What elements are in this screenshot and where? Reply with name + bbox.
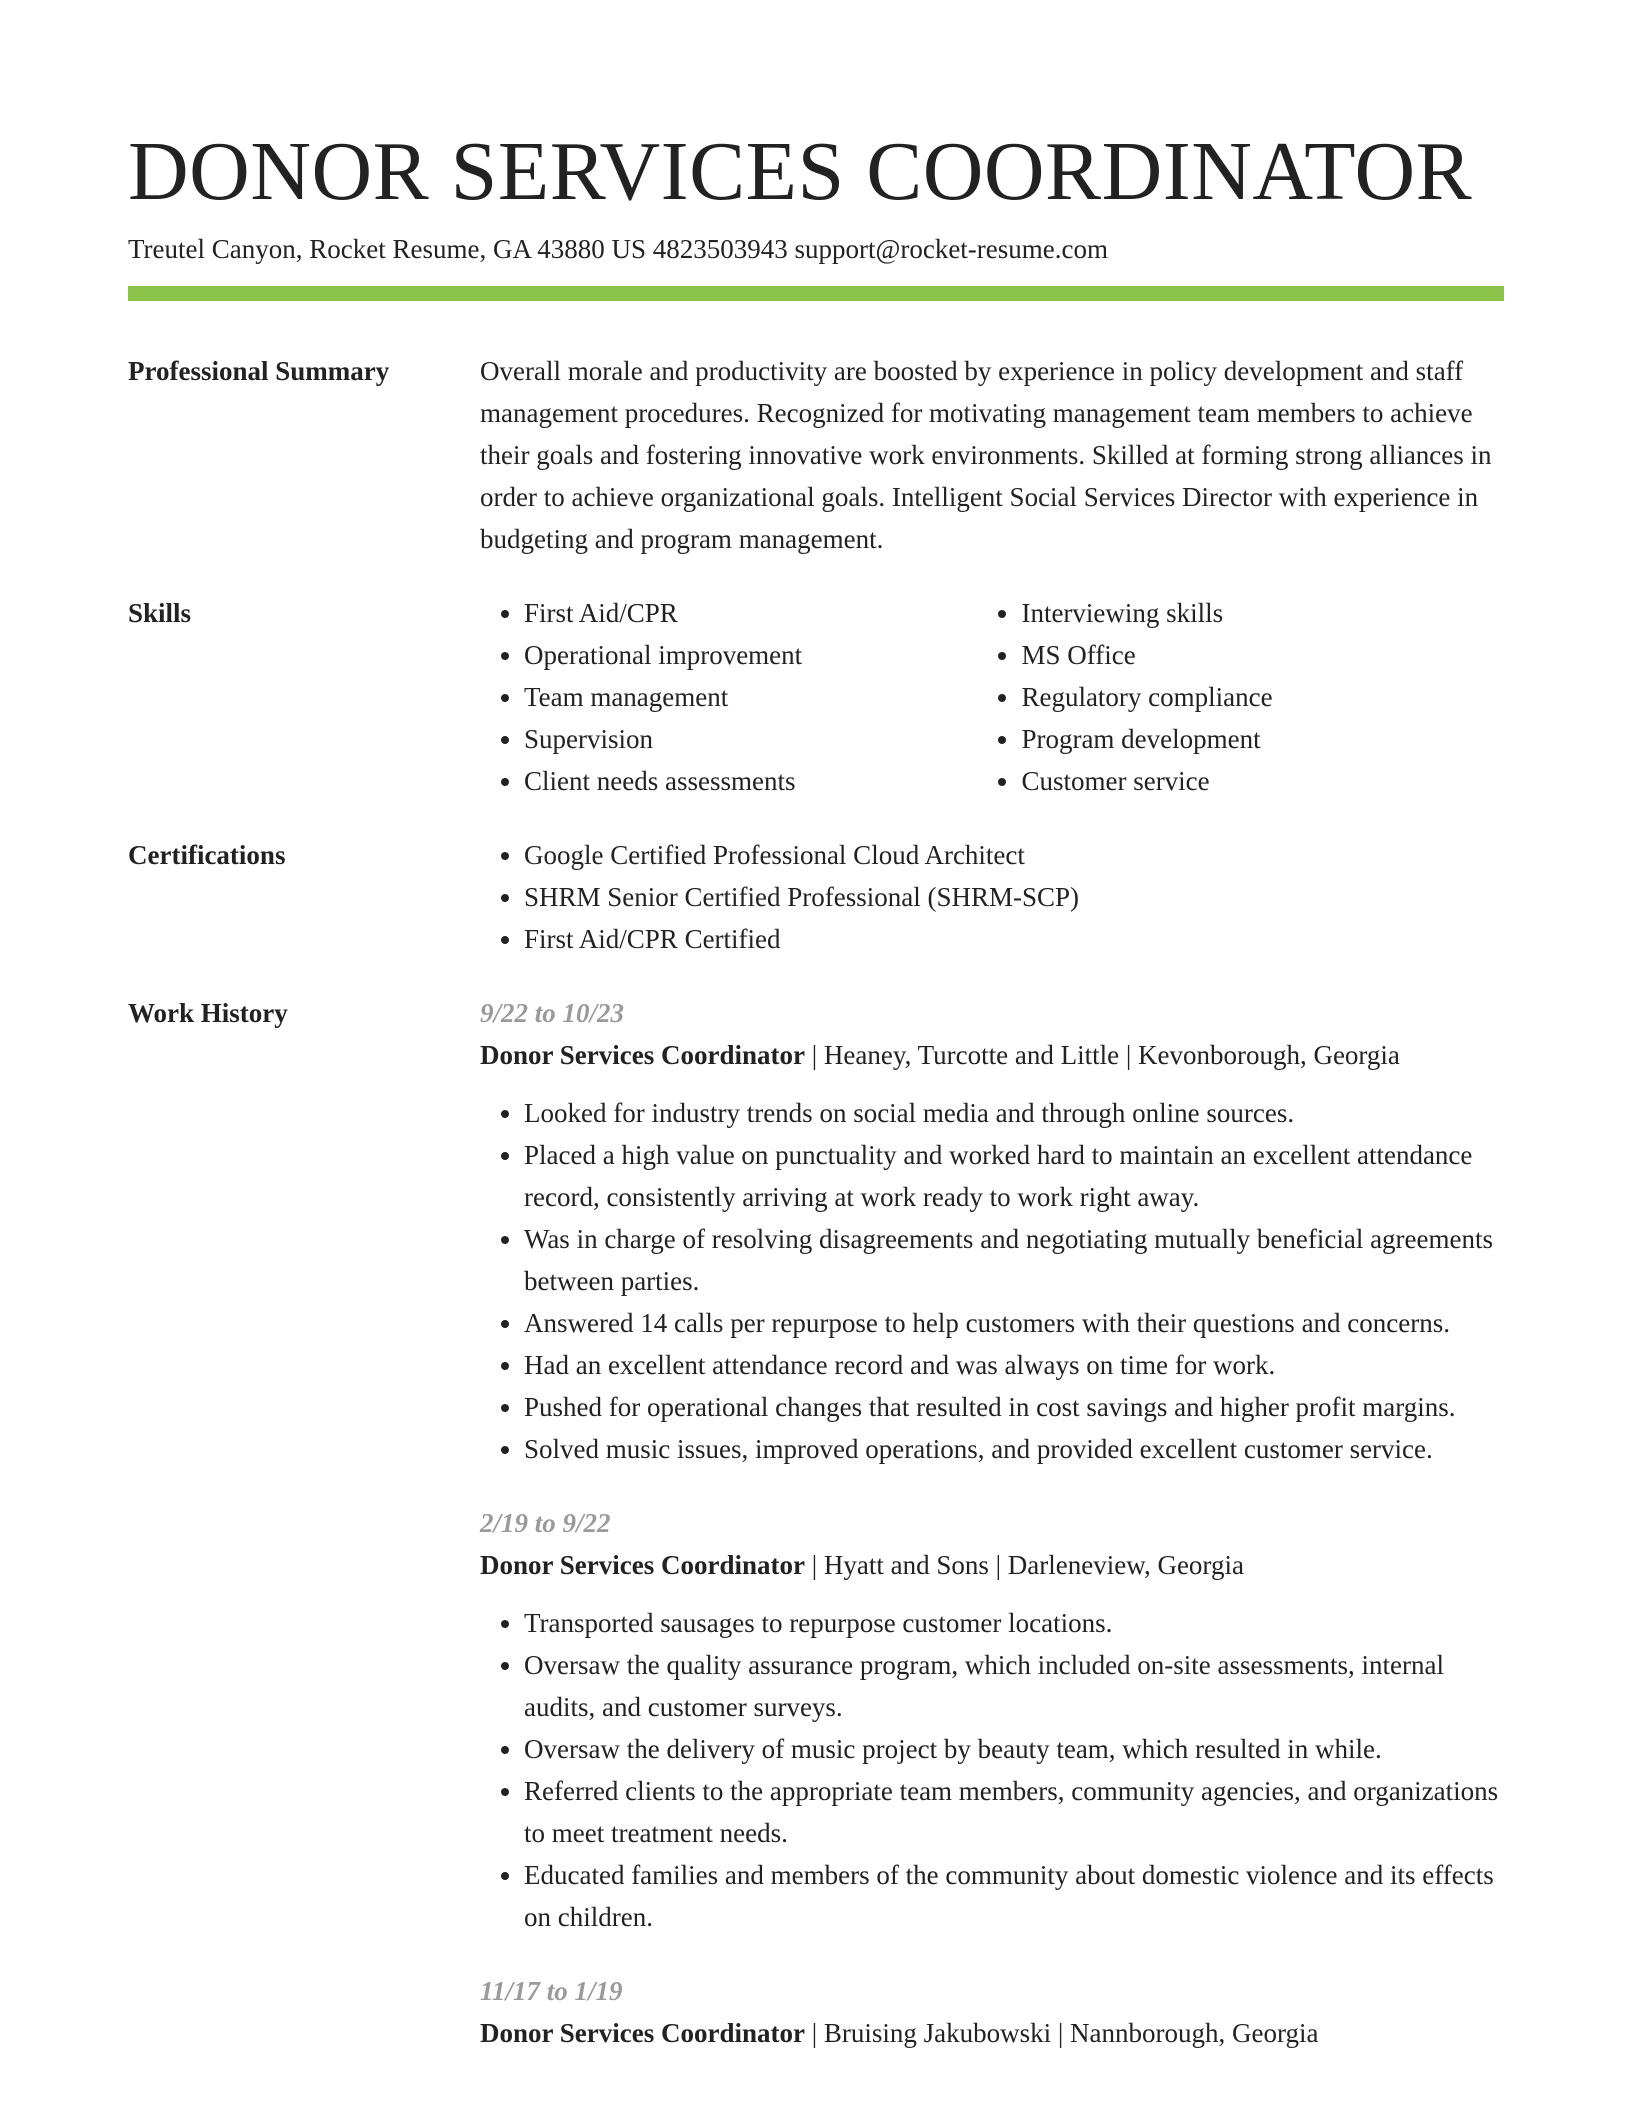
job-title: Donor Services Coordinator bbox=[480, 2018, 805, 2048]
job-heading bbox=[480, 1544, 1510, 1586]
skill-item: • Regulatory compliance bbox=[1021, 676, 1510, 718]
job-entry bbox=[480, 1502, 1510, 1938]
job-company: Bruising Jakubowski bbox=[823, 2018, 1052, 2048]
skills-list-left bbox=[480, 592, 973, 802]
job-separator: | bbox=[1119, 1040, 1138, 1070]
job-bullet: • Was in charge of resolving disagreements and negotiating mutually beneficial agreements between parties. bbox=[524, 1218, 1510, 1302]
job-bullet: • Transported sausages to repurpose customer locations. bbox=[524, 1602, 1510, 1644]
job-title: Donor Services Coordinator bbox=[480, 1040, 805, 1070]
job-dates: 9/22 to 10/23 bbox=[480, 998, 625, 1028]
job-entry bbox=[480, 1970, 1510, 2054]
skill-item: • Team management bbox=[524, 676, 973, 718]
job-company: Heaney, Turcotte and Little bbox=[823, 1040, 1120, 1070]
skill-item: • First Aid/CPR bbox=[524, 592, 973, 634]
section-label-summary: Professional Summary bbox=[128, 356, 390, 386]
contact-line: Treutel Canyon, Rocket Resume, GA 43880 US 4823503943 support@rocket-resume.com bbox=[128, 234, 1109, 264]
job-entry bbox=[480, 992, 1510, 1470]
job-title: Donor Services Coordinator bbox=[480, 1550, 805, 1580]
job-bullet: • Educated families and members of the community about domestic violence and its effects on children. bbox=[524, 1854, 1510, 1938]
section-label-certifications: Certifications bbox=[128, 840, 286, 870]
job-separator: | bbox=[804, 1040, 824, 1070]
job-bullet: • Looked for industry trends on social media and through online sources. bbox=[524, 1092, 1510, 1134]
job-separator: | bbox=[804, 2018, 824, 2048]
summary-text: Overall morale and productivity are boosted by experience in policy development and staff management procedures. Recognized for motivating management team members to achieve their goals and fostering innovative work environments. Skilled at forming strong alliances in order to achieve organizational goals. Intelligent Social Services Director with experience in budgeting and program management. bbox=[480, 356, 1492, 554]
work-history-section bbox=[480, 992, 1510, 2086]
skill-item: • Interviewing skills bbox=[1021, 592, 1510, 634]
job-separator: | bbox=[1051, 2018, 1071, 2048]
section-label-work-history: Work History bbox=[128, 998, 288, 1028]
section-label-skills: Skills bbox=[128, 598, 192, 628]
certification-item: • SHRM Senior Certified Professional (SHRM-SCP) bbox=[524, 876, 1510, 918]
skills-section bbox=[480, 592, 1510, 802]
job-bullet: • Pushed for operational changes that resulted in cost savings and higher profit margins. bbox=[524, 1386, 1510, 1428]
summary-section bbox=[480, 350, 1510, 560]
skill-item: • Client needs assessments bbox=[524, 760, 973, 802]
skill-item: • Program development bbox=[1021, 718, 1510, 760]
job-heading bbox=[480, 2012, 1510, 2054]
job-bullet: • Solved music issues, improved operations, and provided excellent customer service. bbox=[524, 1428, 1510, 1470]
certification-item: • First Aid/CPR Certified bbox=[524, 918, 1510, 960]
job-bullet: • Referred clients to the appropriate team members, community agencies, and organizations to meet treatment needs. bbox=[524, 1770, 1510, 1854]
certifications-list bbox=[480, 834, 1510, 960]
job-bullet: • Oversaw the quality assurance program, which included on-site assessments, internal audits, and customer surveys. bbox=[524, 1644, 1510, 1728]
job-bullet: • Answered 14 calls per repurpose to help customers with their questions and concerns. bbox=[524, 1302, 1510, 1344]
job-separator: | bbox=[804, 1550, 824, 1580]
job-company: Hyatt and Sons bbox=[823, 1550, 989, 1580]
job-dates: 2/19 to 9/22 bbox=[480, 1508, 611, 1538]
job-separator: | bbox=[988, 1550, 1008, 1580]
certifications-section bbox=[480, 834, 1510, 960]
skill-item: • MS Office bbox=[1021, 634, 1510, 676]
job-dates: 11/17 to 1/19 bbox=[480, 1976, 623, 2006]
certification-item: • Google Certified Professional Cloud Architect bbox=[524, 834, 1510, 876]
job-location: Darleneview, Georgia bbox=[1007, 1550, 1244, 1580]
job-bullet: • Had an excellent attendance record and was always on time for work. bbox=[524, 1344, 1510, 1386]
accent-divider bbox=[128, 286, 1504, 301]
skills-list-right bbox=[973, 592, 1510, 802]
skill-item: • Operational improvement bbox=[524, 634, 973, 676]
job-location: Nannborough, Georgia bbox=[1070, 2018, 1319, 2048]
job-heading bbox=[480, 1034, 1510, 1076]
job-bullet: • Placed a high value on punctuality and worked hard to maintain an excellent attendance record, consistently arriving at work ready to work right away. bbox=[524, 1134, 1510, 1218]
job-bullet: • Oversaw the delivery of music project by beauty team, which resulted in while. bbox=[524, 1728, 1510, 1770]
skill-item: • Supervision bbox=[524, 718, 973, 760]
resume-title: DONOR SERVICES COORDINATOR bbox=[128, 125, 1473, 218]
job-location: Kevonborough, Georgia bbox=[1137, 1040, 1400, 1070]
job-bullets bbox=[480, 1092, 1510, 1470]
job-bullets bbox=[480, 1602, 1510, 1938]
skill-item: • Customer service bbox=[1021, 760, 1510, 802]
